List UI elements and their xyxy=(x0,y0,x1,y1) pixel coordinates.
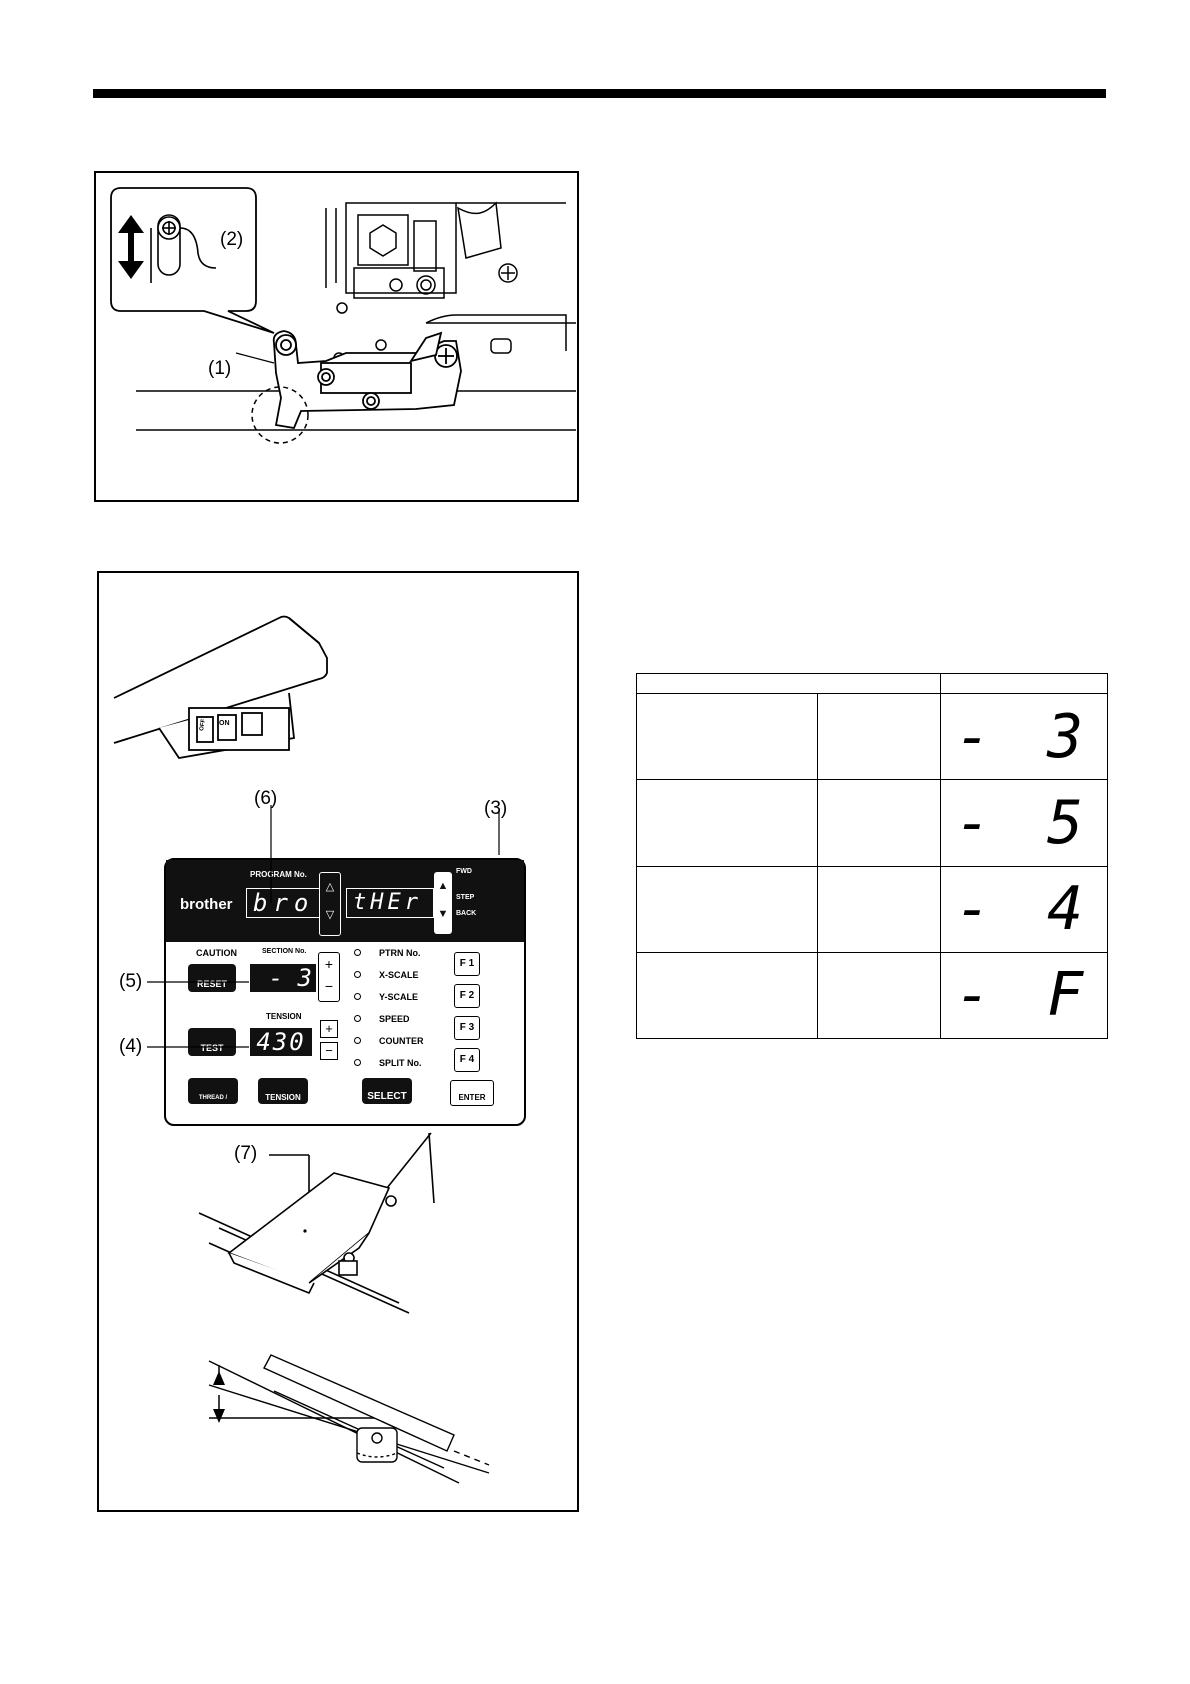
brand-logo: brother xyxy=(180,896,233,913)
select-label: SELECT xyxy=(367,1091,407,1102)
step-button[interactable]: ▲ ▼ xyxy=(434,872,452,934)
table-cell xyxy=(637,952,818,1038)
program-display-left: bro xyxy=(246,888,320,918)
table-cell xyxy=(637,780,818,866)
program-no-label: PROGRAM No. xyxy=(250,870,307,879)
table-cell xyxy=(818,952,941,1038)
section-plus: + xyxy=(324,956,334,972)
menu-label: PTRN No. xyxy=(379,948,421,958)
section-minus: − xyxy=(324,978,334,994)
tension-plus: + xyxy=(325,1021,333,1036)
table-cell xyxy=(818,694,941,780)
menu-label: COUNTER xyxy=(379,1036,424,1046)
test-label: TEST xyxy=(200,1043,224,1053)
fwd-label: FWD xyxy=(456,868,472,875)
menu-label: SPEED xyxy=(379,1014,410,1024)
table-header-left xyxy=(637,674,941,694)
f1-button[interactable]: F 1 xyxy=(454,952,480,976)
tension-minus: − xyxy=(325,1043,333,1058)
program-display-right: tHEr xyxy=(346,888,434,918)
section-no-label: SECTION No. xyxy=(262,948,307,955)
switch-on: ON xyxy=(219,720,230,727)
table-code-cell xyxy=(941,952,1108,1038)
label-7: (7) xyxy=(234,1143,258,1164)
code-display: - 4 xyxy=(954,874,1094,945)
panel-leader-lines xyxy=(99,573,577,1133)
tension-label: TENSION xyxy=(266,1012,302,1021)
menu-label: SPLIT No. xyxy=(379,1058,422,1068)
enter-label: ENTER xyxy=(458,1093,486,1102)
label-6: (6) xyxy=(254,788,278,809)
table-code-cell xyxy=(941,694,1108,780)
display-code-table xyxy=(636,673,1108,1039)
table-header-right xyxy=(941,674,1108,694)
label-3: (3) xyxy=(484,798,508,819)
caution-label: CAUTION xyxy=(196,948,237,958)
f2-button[interactable]: F 2 xyxy=(454,984,480,1008)
program-up-down-button[interactable]: △ ▽ xyxy=(319,872,341,936)
section-display: - 3 xyxy=(250,964,316,992)
figure-presser-switch xyxy=(94,171,579,502)
table-cell xyxy=(818,780,941,866)
code-display: - F xyxy=(954,960,1094,1031)
label-2: (2) xyxy=(220,229,244,250)
label-1: (1) xyxy=(208,358,232,379)
label-4: (4) xyxy=(119,1036,143,1057)
code-display: - 3 xyxy=(954,701,1094,772)
table-cell xyxy=(818,866,941,952)
table-code-cell xyxy=(941,866,1108,952)
table-cell xyxy=(637,866,818,952)
back-label: BACK xyxy=(456,910,477,917)
step-label: STEP xyxy=(456,894,475,901)
f3-button[interactable]: F 3 xyxy=(454,1016,480,1040)
switch-off: OFF xyxy=(199,718,207,732)
reset-label: RESET xyxy=(196,979,227,989)
foot-pedal-illustration xyxy=(99,1133,577,1513)
thread-clamp-label: THREAD / CLAMP xyxy=(198,1095,228,1141)
label-5: (5) xyxy=(119,971,143,992)
menu-label: X-SCALE xyxy=(379,970,419,980)
table-code-cell xyxy=(941,780,1108,866)
figure-operation-panel xyxy=(97,571,579,1512)
tension-display: 430 xyxy=(250,1028,312,1056)
table-cell xyxy=(637,694,818,780)
f4-button[interactable]: F 4 xyxy=(454,1048,480,1072)
top-rule xyxy=(93,89,1106,98)
tension-button-label: TENSION xyxy=(265,1093,301,1102)
code-display: - 5 xyxy=(954,787,1094,858)
switch-illustration xyxy=(96,173,577,500)
menu-label: Y-SCALE xyxy=(379,992,419,1002)
